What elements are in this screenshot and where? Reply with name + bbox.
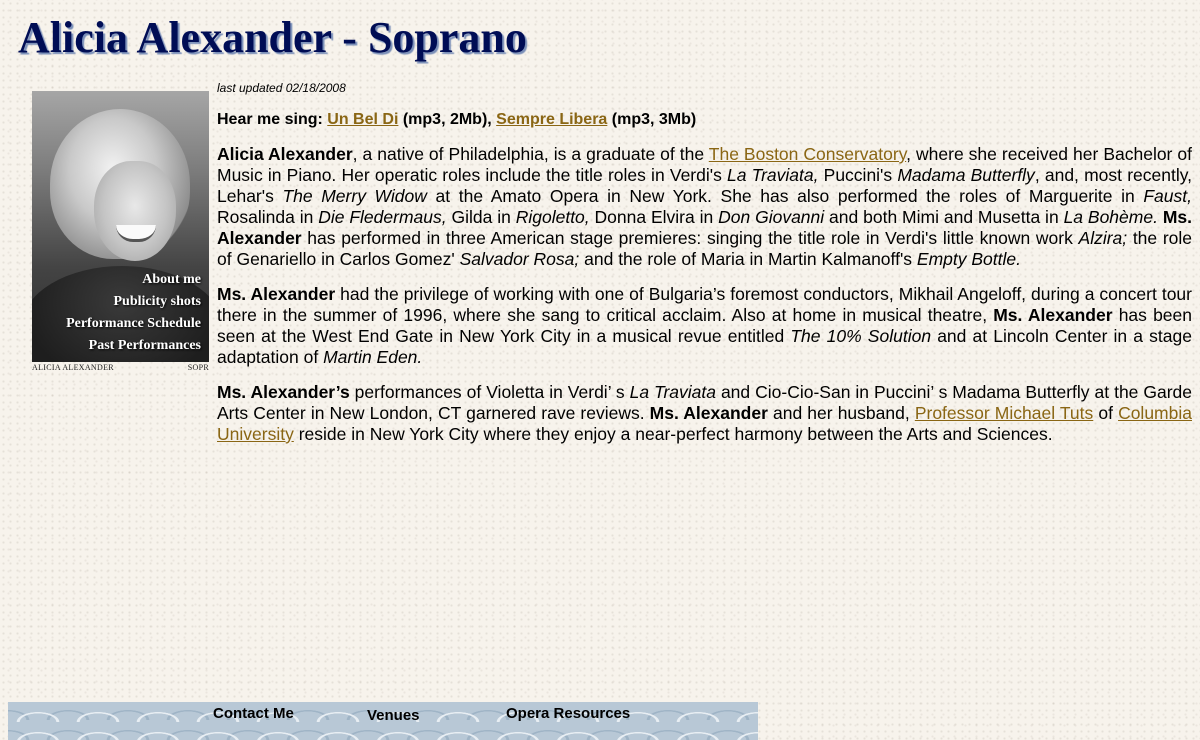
bio-paragraph-1: Alicia Alexander, a native of Philadelphia, is a graduate of the The Boston Conservatory, where she received her Bachelor of Music in Piano. Her operatic roles include the title roles in Verdi's La Traviata, Puccini's Madama Butterfly, and, most recently, Lehar's The Merry Widow at the Amato Opera in New York. She has also performed the roles of Marguerite in Faust, Rosalinda in Die Fledermaus, Gilda in Rigoletto, Donna Elvira in Don Giovanni and both Mimi and Musetta in La Bohème. Ms. Alexander has performed in three American stage premieres: singing the title role in Verdi's little known work Alzira; the role of Genariello in Carlos Gomez' Salvador Rosa; and the role of Maria in Martin Kalmanoff's Empty Bottle.	[217, 144, 1193, 269]
nav-about-me[interactable]: About me	[142, 272, 201, 287]
footer-nav	[0, 705, 760, 729]
bio-paragraph-2: Ms. Alexander had the privilege of working with one of Bulgaria’s foremost conductors, Mikhail Angeloff, during a concert tour there in the summer of 1996, where she sang to critical acclaim. Also at home in musical theatre, Ms. Alexander has been seen at the West End Gate in New York City in a musical revue entitled The 10% Solution and at Lincoln Center in a stage adaptation of Martin Eden.	[217, 284, 1192, 367]
photo-caption-role: SOPR	[187, 363, 209, 372]
photo-caption-name: ALICIA ALEXANDER	[32, 363, 114, 372]
boston-conservatory-link[interactable]: The Boston Conservatory	[708, 144, 907, 164]
footer-venues[interactable]: Venues	[367, 707, 420, 724]
nav-publicity-shots[interactable]: Publicity shots	[113, 294, 201, 309]
portrait-photo	[32, 91, 209, 362]
photo-nav	[66, 269, 201, 357]
footer-opera-resources[interactable]: Opera Resources	[506, 705, 631, 722]
nav-past-performances[interactable]: Past Performances	[88, 338, 201, 353]
main-content	[217, 80, 1192, 459]
michael-tuts-link[interactable]: Professor Michael Tuts	[914, 403, 1094, 423]
song-sempre-libera-link[interactable]: Sempre Libera	[496, 111, 608, 128]
site-title: Alicia Alexander - Soprano	[18, 13, 527, 62]
hear-me-sing: Hear me sing: Un Bel Di (mp3, 2Mb), Sempre Libera (mp3, 3Mb)	[217, 111, 697, 128]
footer-contact-me[interactable]: Contact Me	[213, 705, 294, 722]
photo-caption	[32, 363, 209, 372]
nav-performance-schedule[interactable]: Performance Schedule	[66, 316, 201, 331]
bio-paragraph-3: Ms. Alexander’s performances of Violetta in Verdi’ s La Traviata and Cio-Cio-San in Puccini’ s Madama Butterfly at the Garde Arts Center in New London, CT garnered rave reviews. Ms. Alexander and her husband, Professor Michael Tuts of Columbia University reside in New York City where they enjoy a near-perfect harmony between the Arts and Sciences.	[217, 382, 1193, 444]
last-updated: last updated 02/18/2008	[217, 81, 346, 95]
song-un-bel-di-link[interactable]: Un Bel Di	[327, 111, 399, 128]
columbia-university-link[interactable]: Columbia University	[217, 403, 1192, 444]
